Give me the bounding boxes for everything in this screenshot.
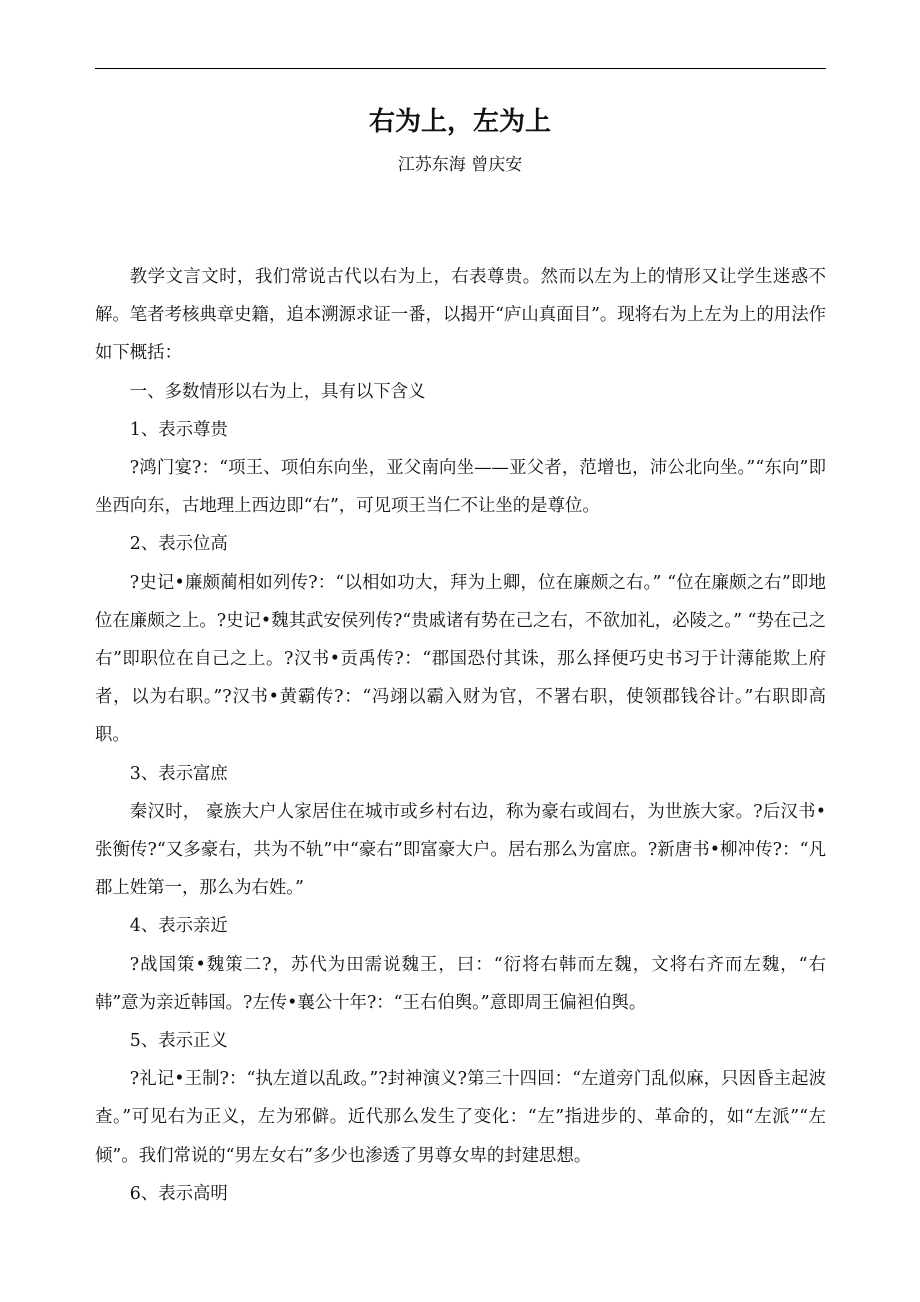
header-rule xyxy=(95,68,826,69)
paragraph: ?鸿门宴?：“项王、项伯东向坐，亚父南向坐——亚父者，范增也，沛公北向坐。”“东向”即坐西向东，古地理上西边即“右”，可见项王当仁不让坐的是尊位。 xyxy=(95,458,826,517)
paragraph: ?战国策•魏策二?，苏代为田需说魏王，曰：“衍将右韩而左魏，文将右齐而左魏，“右韩”意为亲近韩国。?左传•襄公十年?：“王右伯舆。”意即周王偏袒伯舆。 xyxy=(95,954,826,1013)
document-body xyxy=(95,258,826,1213)
section-heading-1: 一、多数情形以右为上，具有以下含义 xyxy=(129,381,426,402)
paragraph: ?史记•廉颇蔺相如列传?：“以相如功大，拜为上卿，位在廉颇之右。” “位在廉颇之右”即地位在廉颇之上。?史记•魏其武安侯列传?“贵戚诸有势在己之右，不欲加礼，必陵之。” “势在己之右”即职位在自己之上。?汉书•贡禹传?：“郡国恐付其诛，那么择便巧史书习于计薄能欺上府者，以为右职。”?汉书•黄霸传?：“冯翊以霸入财为官，不署右职，使领郡钱谷计。”右职即高职。 xyxy=(95,572,826,746)
paragraph: ?礼记•王制?：“执左道以乱政。”?封神演义?第三十四回：“左道旁门乱似麻，只因昏主起波查。”可见右为正义，左为邪僻。近代那么发生了变化：“左”指进步的、革命的，如“左派”“左倾”。我们常说的“男左女右”多少也渗透了男尊女卑的封建思想。 xyxy=(95,1069,826,1166)
subheading-1: 1、表示尊贵 xyxy=(129,419,228,440)
paragraph: 秦汉时， 豪族大户人家居住在城市或乡村右边，称为豪右或闾右，为世族大家。?后汉书•张衡传?“又多豪右，共为不轨”中“豪右”即富豪大户。居右那么为富庶。?新唐书•柳冲传?：“凡郡上姓第一，那么为右姓。” xyxy=(95,801,826,899)
subheading-5: 5、表示正义 xyxy=(129,1031,228,1052)
subheading-2: 2、表示位高 xyxy=(129,534,228,555)
document-title: 右为上，左为上 xyxy=(368,107,551,137)
subheading-3: 3、表示富庶 xyxy=(129,763,228,784)
subheading-6: 6、表示高明 xyxy=(129,1183,228,1204)
subheading-4: 4、表示亲近 xyxy=(129,916,228,937)
paragraph-intro: 教学文言文时，我们常说古代以右为上，右表尊贵。然而以左为上的情形又让学生迷惑不解。笔者考核典章史籍，追本溯源求证一番，以揭开“庐山真面目”。现将右为上左为上的用法作如下概括： xyxy=(95,267,826,364)
author-line: 江苏东海 曾庆安 xyxy=(397,155,523,175)
